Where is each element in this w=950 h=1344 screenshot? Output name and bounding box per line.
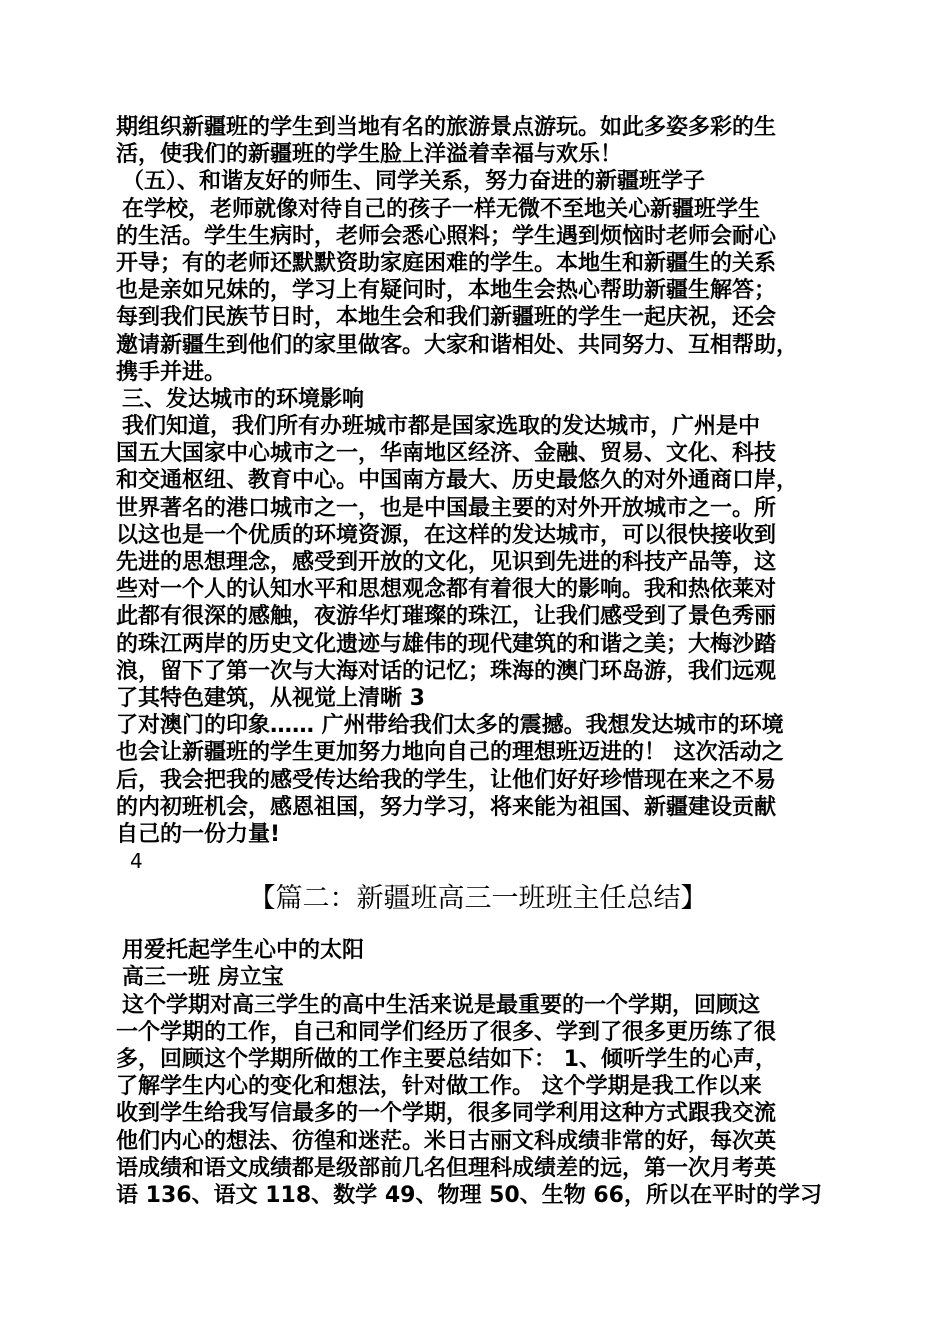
author-line: 高三一班 房立宝: [122, 965, 284, 991]
text-line: 多，回顾这个学期所做的工作主要总结如下： 1、倾听学生的心声，: [116, 1047, 777, 1072]
text-line: 语 136、语文 118、数学 49、物理 50、生物 66，所以在平时的学习: [116, 1182, 822, 1208]
text-line: 开导；有的老师还默默资助家庭困难的学生。本地生和新疆生的关系: [116, 250, 777, 276]
text-line: 国五大国家中心城市之一，华南地区经济、金融、贸易、文化、科技: [116, 441, 777, 467]
text-line: 的珠江两岸的历史文化遗迹与雄伟的现代建筑的和谐之美；大梅沙踏: [116, 631, 777, 657]
text-line: 也会让新疆班的学生更加努力地向自己的理想班迈进的！ 这次活动之: [116, 740, 784, 766]
text-line: 在学校，老师就像对待自己的孩子一样无微不至地关心新疆班学生: [122, 196, 761, 222]
text-line: 活，使我们的新疆班的学生脸上洋溢着幸福与欢乐！: [116, 142, 623, 168]
text-line: 携手并进。: [116, 359, 227, 385]
document-page: [116, 114, 840, 1209]
text-line: 邀请新疆生到他们的家里做客。大家和谐相处、共同努力、互相帮助，: [116, 332, 799, 358]
text-line: 每到我们民族节日时，本地生会和我们新疆班的学生一起庆祝，还会: [116, 305, 777, 331]
text-line: 了对澳门的印象…… 广州带给我们太多的震撼。我想发达城市的环境: [116, 713, 784, 739]
text-line: 先进的思想理念，感受到开放的文化，见识到先进的科技产品等，这: [116, 550, 777, 575]
body-text-top: [116, 114, 840, 848]
text-line: 了解学生内心的变化和想法，针对做工作。 这个学期是我工作以来: [116, 1074, 762, 1100]
text-line: 和交通枢纽、教育中心。中国南方最大、历史最悠久的对外通商口岸，: [116, 468, 799, 494]
section-title: 【篇二：新疆班高三一班班主任总结】: [248, 883, 708, 915]
text-line: 以这也是一个优质的环境资源，在这样的发达城市，可以很快接收到: [116, 522, 777, 548]
text-line: 的内初班机会，感恩祖国，努力学习，将来能为祖国、新疆建设贡献: [116, 794, 777, 820]
text-line: 世界著名的港口城市之一，也是中国最主要的对外开放城市之一。所: [116, 495, 777, 521]
body-text-bottom: [116, 937, 840, 1209]
subheading: （五）、和谐友好的师生、同学关系，努力奋进的新疆班学子: [122, 169, 706, 195]
text-line: 也是亲如兄妹的，学习上有疑问时，本地生会热心帮助新疆生解答；: [116, 278, 777, 304]
text-line: 此都有很深的感触，夜游华灯璀璨的珠江，让我们感受到了景色秀丽: [116, 604, 777, 630]
text-line: 他们内心的想法、彷徨和迷茫。米日古丽文科成绩非常的好，每次英: [116, 1128, 777, 1154]
text-line: 的生活。学生生病时，老师会悉心照料；学生遇到烦恼时老师会耐心: [116, 223, 777, 249]
text-line: 后，我会把我的感受传达给我的学生，让他们好好珍惜现在来之不易: [116, 767, 777, 793]
text-line: 语成绩和语文成绩都是级部前几名但理科成绩差的远，第一次月考英: [116, 1155, 777, 1181]
text-line: 期组织新疆班的学生到当地有名的旅游景点游玩。如此多姿多彩的生: [116, 115, 777, 140]
subheading: 三、发达城市的环境影响: [122, 386, 365, 412]
page-number: 4: [130, 849, 143, 874]
text-line: 这个学期对高三学生的高中生活来说是最重要的一个学期，回顾这: [122, 992, 761, 1018]
text-line: 自己的一份力量!: [116, 821, 281, 847]
text-line: 我们知道，我们所有办班城市都是国家选取的发达城市，广州是中: [122, 414, 761, 440]
text-line: 了其特色建筑，从视觉上清晰 3: [116, 685, 425, 711]
article-title: 用爱托起学生心中的太阳: [122, 938, 365, 964]
text-line: 些对一个人的认知水平和思想观念都有着很大的影响。我和热依莱对: [116, 577, 777, 603]
text-line: 收到学生给我写信最多的一个学期，很多同学利用这种方式跟我交流: [116, 1101, 777, 1127]
text-line: 一个学期的工作，自己和同学们经历了很多、学到了很多更历练了很: [116, 1019, 777, 1045]
text-line: 浪，留下了第一次与大海对话的记忆；珠海的澳门环岛游，我们远观: [116, 658, 777, 684]
